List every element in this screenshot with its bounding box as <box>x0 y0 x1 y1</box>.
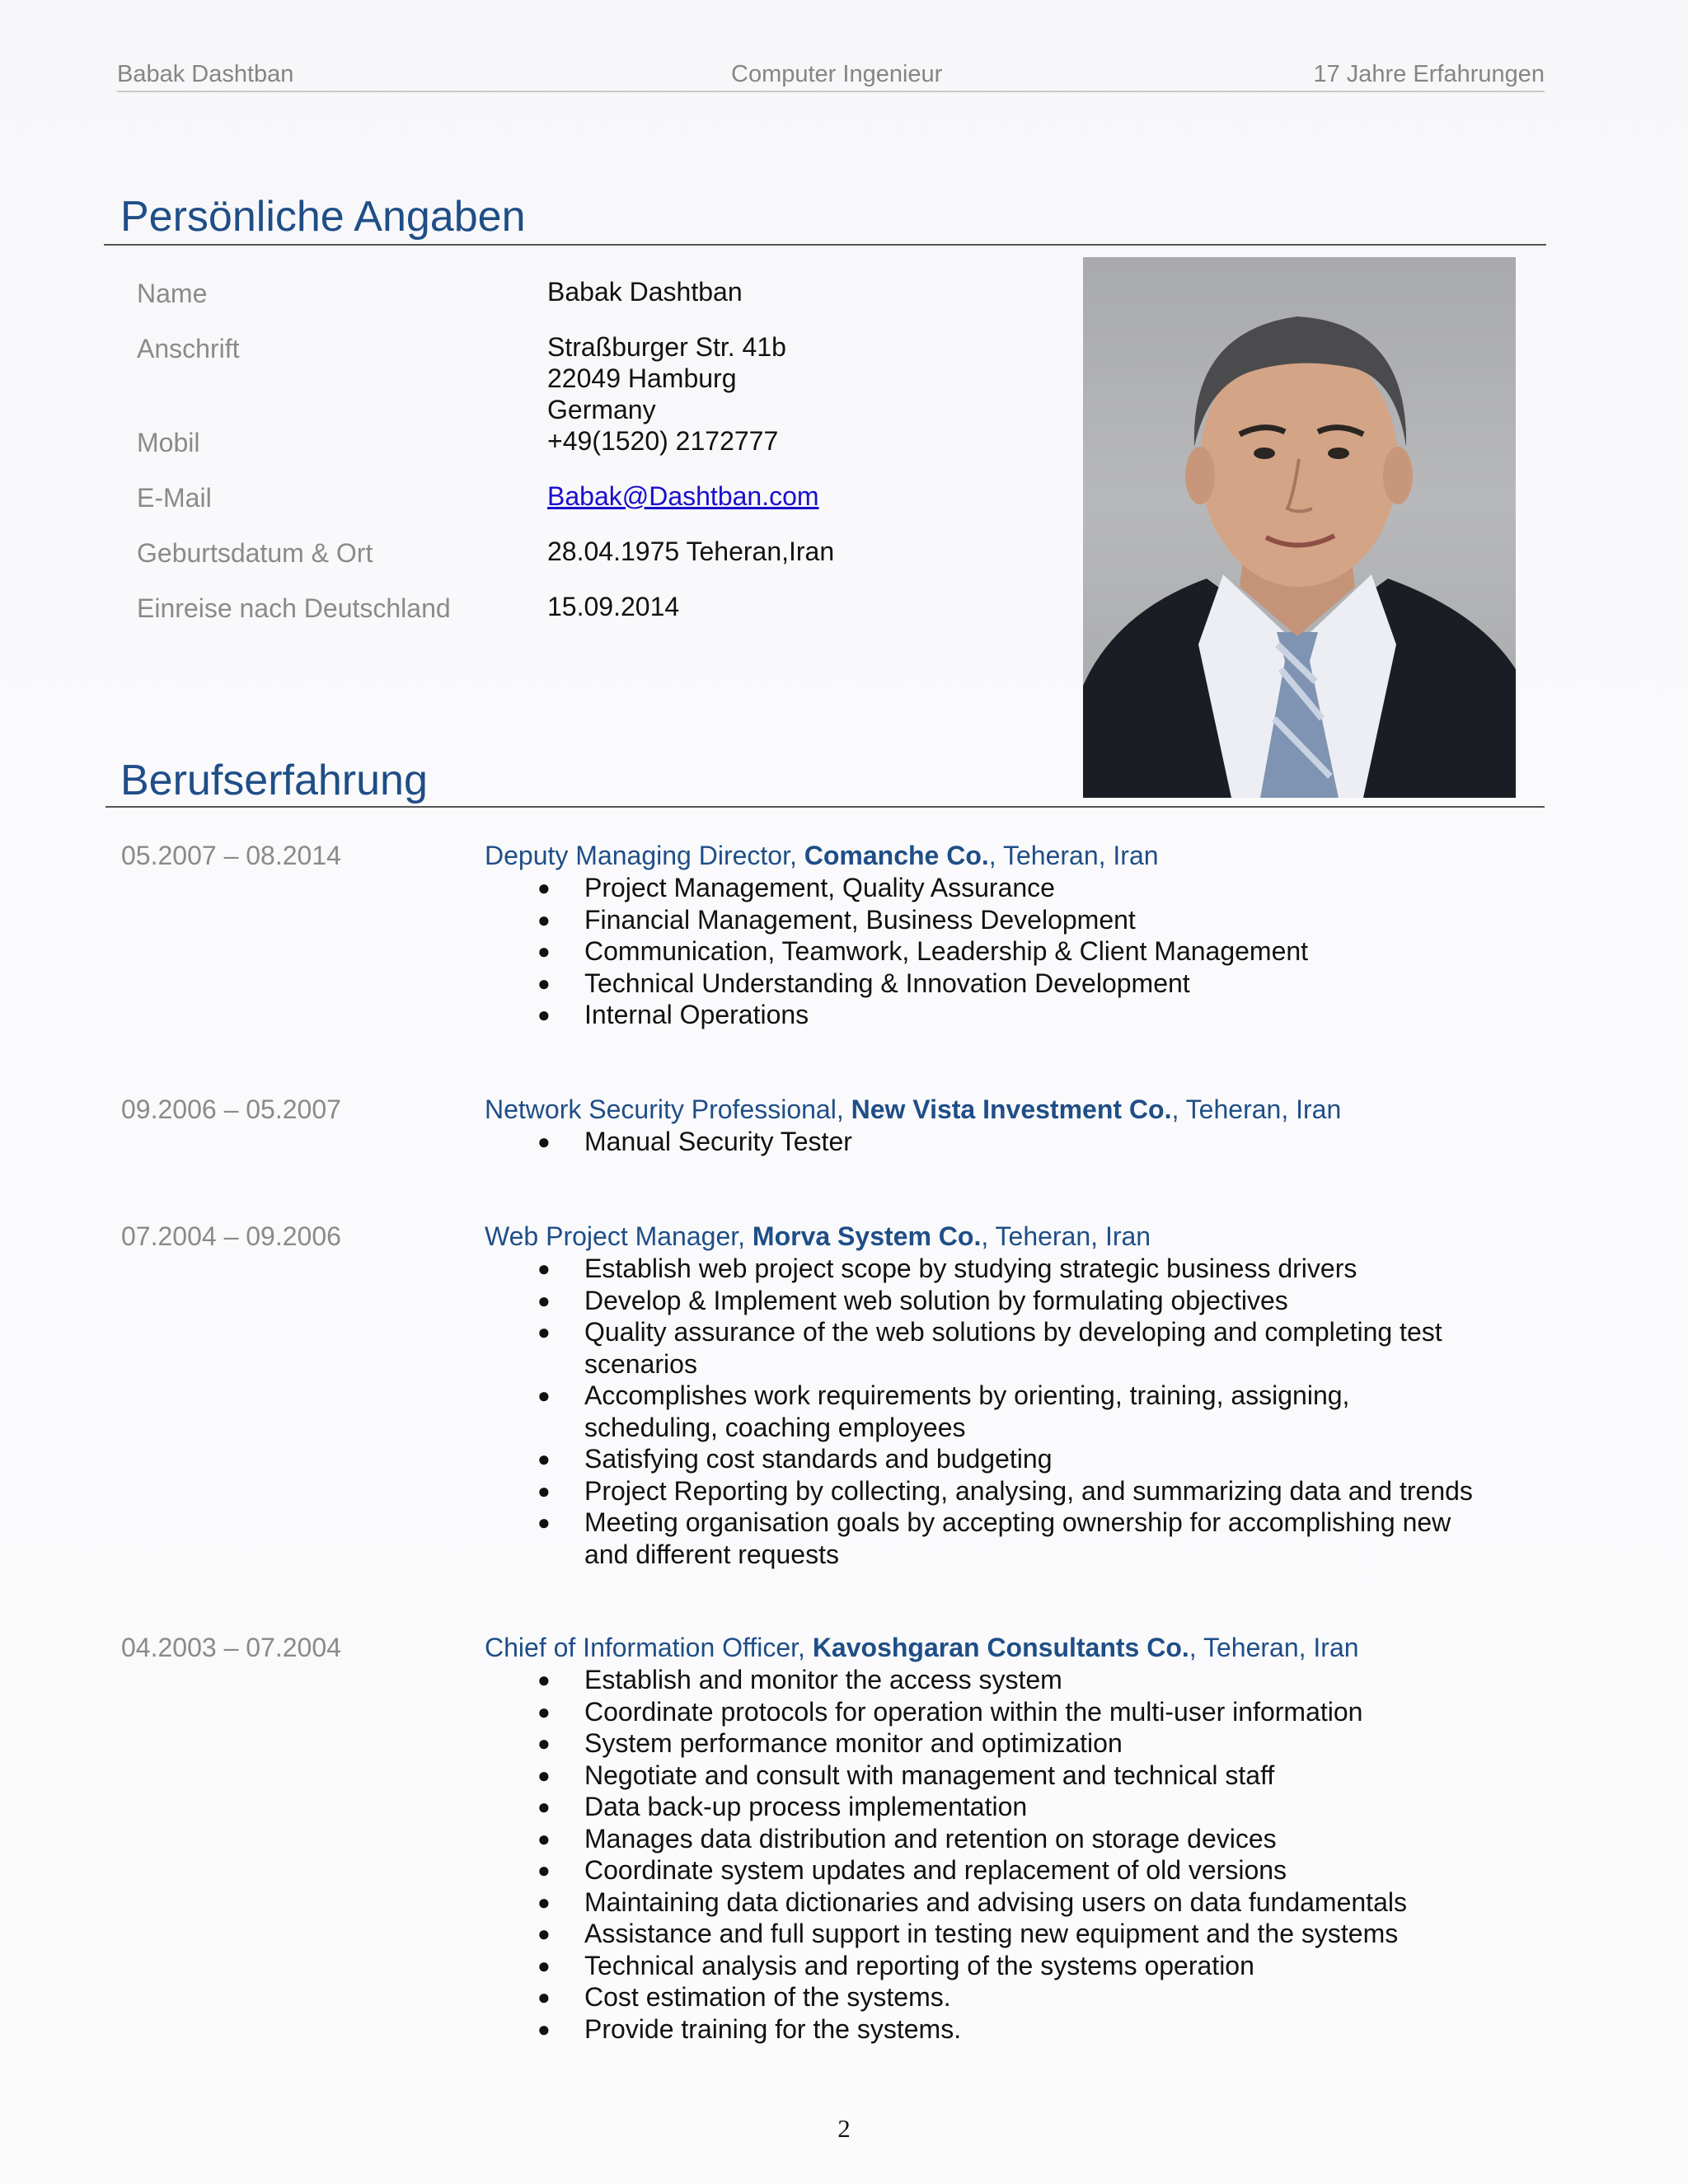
bullet-dot-icon: ● <box>537 1002 551 1027</box>
bullet-item: ● Develop & Implement web solution by formulating objectives <box>537 1285 1288 1315</box>
bullet-item: ● Negotiate and consult with management and technical staff <box>537 1760 1275 1790</box>
address-label: Anschrift <box>137 334 240 363</box>
job-dates: 04.2003 – 07.2004 <box>121 1633 341 1662</box>
job-title <box>485 1221 1151 1252</box>
job-title <box>485 1633 1359 1663</box>
bullet-dot-icon: ● <box>537 1825 551 1851</box>
experience-section-rule <box>106 806 1545 808</box>
job-company: Kavoshgaran Consultants Co. <box>812 1633 1189 1662</box>
experience-section-title: Berufserfahrung <box>120 757 428 804</box>
address-value <box>547 331 786 425</box>
portrait-illustration <box>1083 257 1516 798</box>
bullet-item: ● Assistance and full support in testing new equipment and the systems <box>537 1919 1399 1948</box>
bullet-item: ● Meeting organisation goals by accepting ownership for accomplishing new and different requests <box>537 1507 1451 1569</box>
job-role: Network Security Professional, <box>485 1094 844 1124</box>
bullet-item: ● Data back-up process implementation <box>537 1792 1028 1821</box>
birth-value: 28.04.1975 Teheran,Iran <box>547 537 835 566</box>
page-number: 2 <box>837 2114 851 2143</box>
address-city: 22049 Hamburg <box>547 363 737 393</box>
bullet-dot-icon: ● <box>537 970 551 996</box>
bullet-dot-icon: ● <box>537 1446 551 1471</box>
job-location: , Teheran, Iran <box>1189 1633 1359 1662</box>
bullet-item: ● Provide training for the systems. <box>537 2013 962 2044</box>
bullet-dot-icon: ● <box>537 1762 551 1788</box>
bullet-dot-icon: ● <box>537 1667 551 1692</box>
job-dates: 05.2007 – 08.2014 <box>121 841 341 870</box>
job-location: , Teheran, Iran <box>1171 1094 1342 1124</box>
bullet-dot-icon: ● <box>537 1510 551 1535</box>
email-link[interactable]: Babak@Dashtban.com <box>547 481 819 511</box>
bullet-dot-icon: ● <box>537 1985 551 2009</box>
job-title <box>485 841 1159 871</box>
email-label: E-Mail <box>137 483 212 513</box>
bullet-item: ● Satisfying cost standards and budgeting <box>537 1444 1053 1474</box>
job-location: , Teheran, Iran <box>988 841 1159 870</box>
job-role: Chief of Information Officer, <box>485 1633 805 1662</box>
bullet-item: ● Establish and monitor the access system <box>537 1665 1062 1694</box>
bullet-item: ● Accomplishes work requirements by orienting, training, assigning, scheduling, coaching employees <box>537 1380 1350 1442</box>
bullet-item: ● Manual Security Tester <box>537 1127 852 1156</box>
job-company: Morva System Co. <box>752 1221 982 1251</box>
bullet-item: ● Communication, Teamwork, Leadership & Client Management <box>537 936 1309 966</box>
bullet-dot-icon: ● <box>537 1699 551 1724</box>
job-bullet-list <box>485 1664 1407 2045</box>
bullet-item: ● Technical analysis and reporting of the systems operation <box>537 1950 1254 1980</box>
bullet-dot-icon: ● <box>537 2016 551 2041</box>
bullet-dot-icon: ● <box>537 1256 551 1281</box>
job-title <box>485 1094 1341 1125</box>
bullet-item: ● Cost estimation of the systems. <box>537 1982 951 2012</box>
bullet-dot-icon: ● <box>537 875 551 900</box>
bullet-item: ● Coordinate protocols for operation within the multi-user information <box>537 1696 1363 1727</box>
bullet-dot-icon: ● <box>537 1794 551 1819</box>
bullet-item: ● Quality assurance of the web solutions by developing and completing test scenarios <box>537 1317 1442 1379</box>
bullet-dot-icon: ● <box>537 1383 551 1408</box>
address-street: Straßburger Str. 41b <box>547 332 786 362</box>
bullet-dot-icon: ● <box>537 1319 551 1344</box>
portrait-photo <box>1083 257 1516 798</box>
email-value <box>547 480 819 512</box>
bullet-item: ● Financial Management, Business Development <box>537 904 1136 935</box>
bullet-dot-icon: ● <box>537 1889 551 1915</box>
job-location: , Teheran, Iran <box>981 1221 1151 1251</box>
mobile-value: +49(1520) 2172777 <box>547 426 779 456</box>
header-profession: Computer Ingenieur <box>731 61 943 87</box>
job-company: New Vista Investment Co. <box>851 1094 1172 1124</box>
bullet-dot-icon: ● <box>537 907 551 932</box>
job-bullet-list <box>485 872 1308 1031</box>
bullet-dot-icon: ● <box>537 939 551 963</box>
bullet-item: ● Project Reporting by collecting, analysing, and summarizing data and trends <box>537 1475 1473 1506</box>
bullet-dot-icon: ● <box>537 1952 551 1978</box>
bullet-item: ● Coordinate system updates and replacement of old versions <box>537 1855 1287 1885</box>
bullet-dot-icon: ● <box>537 1731 551 1755</box>
bullet-dot-icon: ● <box>537 1858 551 1882</box>
bullet-dot-icon: ● <box>537 1287 551 1313</box>
mobile-label: Mobil <box>137 428 200 457</box>
job-role: Web Project Manager, <box>485 1221 746 1251</box>
bullet-item: ● Project Management, Quality Assurance <box>537 873 1055 902</box>
address-country: Germany <box>547 395 656 424</box>
bullet-item: ● Manages data distribution and retention on storage devices <box>537 1823 1277 1854</box>
job-bullet-list <box>485 1126 852 1158</box>
bullet-item: ● Establish web project scope by studying strategic business drivers <box>537 1254 1357 1283</box>
bullet-item: ● Internal Operations <box>537 1000 809 1029</box>
entry-label: Einreise nach Deutschland <box>137 593 451 623</box>
personal-section-title: Persönliche Angaben <box>120 193 526 241</box>
job-dates: 09.2006 – 05.2007 <box>121 1094 341 1124</box>
bullet-dot-icon: ● <box>537 1921 551 1946</box>
bullet-item: ● System performance monitor and optimization <box>537 1728 1123 1758</box>
bullet-item: ● Technical Understanding & Innovation Development <box>537 968 1190 998</box>
birth-label: Geburtsdatum & Ort <box>137 538 373 568</box>
name-label: Name <box>137 279 208 308</box>
entry-value: 15.09.2014 <box>547 592 680 621</box>
job-role: Deputy Managing Director, <box>485 841 797 870</box>
job-dates: 07.2004 – 09.2006 <box>121 1221 341 1251</box>
running-header <box>117 61 1545 92</box>
job-bullet-list <box>485 1253 1507 1570</box>
bullet-item: ● Maintaining data dictionaries and advising users on data fundamentals <box>537 1886 1407 1917</box>
personal-section-rule <box>104 244 1546 246</box>
bullet-dot-icon: ● <box>537 1478 551 1503</box>
header-name: Babak Dashtban <box>117 61 294 87</box>
name-value: Babak Dashtban <box>547 277 743 307</box>
bullet-dot-icon: ● <box>537 1129 551 1154</box>
job-company: Comanche Co. <box>804 841 989 870</box>
header-experience: 17 Jahre Erfahrungen <box>1313 61 1545 87</box>
